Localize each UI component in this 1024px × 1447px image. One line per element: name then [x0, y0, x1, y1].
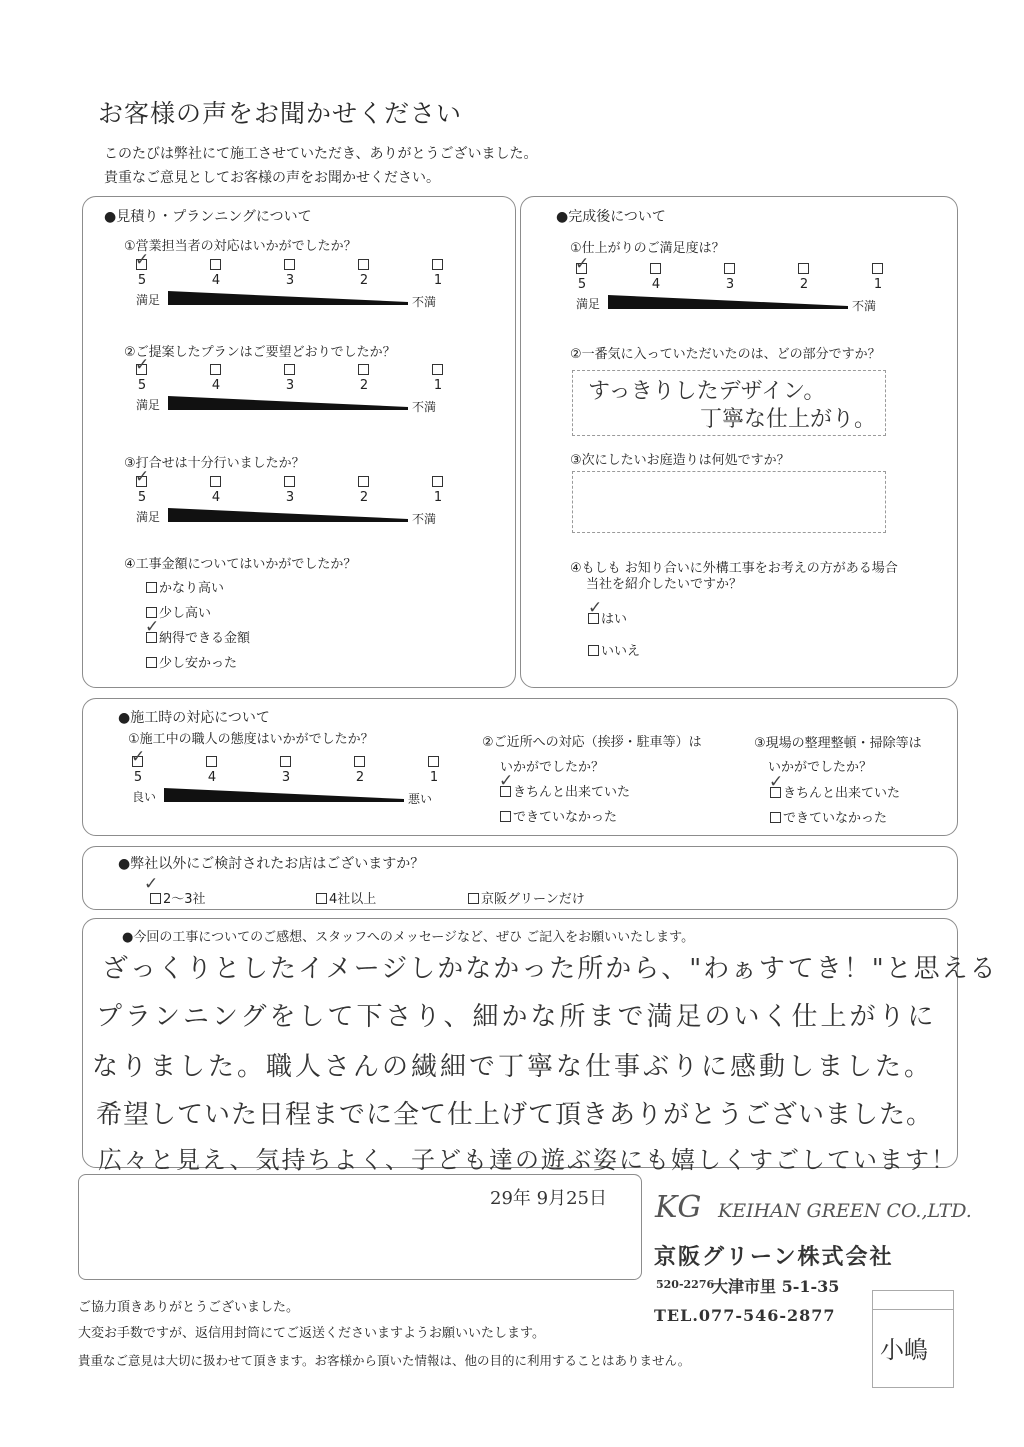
construction-q3-line2: いかがでしたか？ [768, 760, 873, 775]
intro-line-2: 貴重なご意見としてお客様の声をお聞かせください。 [104, 170, 440, 186]
q2-check-mark: ✓ [135, 355, 150, 375]
neighbor-option-bad[interactable]: できていなかった [500, 806, 617, 825]
footer-line-3: 貴重なご意見は大切に扱わせて頂きます。お客様から頂いた情報は、他の目的に利用することはありません。 [78, 1353, 691, 1368]
q3-rating-1-checkbox[interactable] [432, 476, 443, 487]
estimate-q3: ③打合せは十分行いましたか？ [124, 456, 305, 471]
satisfaction-wedge [168, 396, 408, 410]
comment-line-5: 広々と見え、気持ちよく、子ども達の遊ぶ姿にも嬉しくすごしています！ [98, 1146, 957, 1174]
scale-number: 5 [137, 378, 147, 393]
q1-rating-4-checkbox[interactable] [210, 259, 221, 270]
scale-number: 2 [359, 490, 369, 505]
w1-rating-3-checkbox[interactable] [280, 756, 291, 767]
scale-label-satisfied: 満足 [136, 398, 161, 412]
scale-number: 4 [211, 490, 221, 505]
estimate-q2-scale [135, 355, 443, 426]
scale-label-bad: 悪い [407, 792, 432, 806]
shops-option-2-3[interactable]: 2～3社 [150, 888, 206, 907]
construction-q2-line2: いかがでしたか？ [500, 760, 605, 775]
scale-number: 3 [285, 378, 295, 393]
comments-heading: ●今回の工事についてのご感想、スタッフへのメッセージなど、ぜひ ご記入をお願いいたします。 [122, 930, 695, 945]
company-tel: TEL.077-546-2877 [654, 1306, 836, 1325]
completion-heading: ●完成後について [556, 209, 666, 225]
scale-number: 1 [433, 378, 443, 393]
scale-number: 1 [433, 490, 443, 505]
q2-rating-3-checkbox[interactable] [284, 364, 295, 375]
refer-option-yes[interactable]: はい [588, 608, 627, 627]
favorite-part-handwriting-1: すっきりしたデザイン。 [588, 379, 826, 404]
estimate-q1: ①営業担当者の対応はいかがでしたか？ [124, 239, 357, 254]
q3-check-mark: ✓ [135, 467, 150, 487]
shops-option-keihan-only[interactable]: 京阪グリーンだけ [468, 888, 585, 907]
q1-rating-3-checkbox[interactable] [284, 259, 295, 270]
page-title: お客様の声をお聞かせください [98, 99, 463, 128]
scale-number: 2 [799, 277, 809, 292]
scale-number: 1 [873, 277, 883, 292]
intro-line-1: このたびは弊社にて施工させていただき、ありがとうございました。 [104, 146, 538, 162]
q3-rating-4-checkbox[interactable] [210, 476, 221, 487]
estimate-heading: ●見積り・プランニングについて [104, 209, 312, 225]
completion-q4-line1: ④もしも お知り合いに外構工事をお考えの方がある場合 [570, 561, 898, 576]
scale-number: 2 [355, 770, 365, 785]
scale-label-satisfied: 満足 [576, 297, 601, 311]
c1-check-mark: ✓ [575, 254, 590, 274]
w1-rating-2-checkbox[interactable] [354, 756, 365, 767]
scale-label-dissatisfied: 不満 [411, 295, 436, 309]
scale-number: 3 [285, 490, 295, 505]
w1-rating-1-checkbox[interactable] [428, 756, 439, 767]
scale-number: 5 [133, 770, 143, 785]
scale-number: 2 [359, 378, 369, 393]
company-name: 京阪グリーン株式会社 [654, 1244, 894, 1270]
q1-rating-2-checkbox[interactable] [358, 259, 369, 270]
c1-rating-3-checkbox[interactable] [724, 263, 735, 274]
scale-number: 3 [281, 770, 291, 785]
scale-label-good: 良い [132, 790, 157, 804]
shops-option-4-plus[interactable]: 4社以上 [316, 888, 376, 907]
scale-number: 4 [207, 770, 217, 785]
footer-line-1: ご協力頂きありがとうございました。 [78, 1300, 300, 1315]
estimate-q4: ④工事金額についてはいかがでしたか？ [124, 557, 357, 572]
price-option-reasonable[interactable]: 納得できる金額 [146, 627, 250, 646]
q3-rating-3-checkbox[interactable] [284, 476, 295, 487]
scale-label-satisfied: 満足 [136, 510, 161, 524]
construction-q1-scale [131, 747, 439, 818]
scale-label-dissatisfied: 不満 [851, 299, 876, 313]
scale-number: 2 [359, 273, 369, 288]
construction-heading: ●施工時の対応について [118, 710, 270, 726]
company-logo-text: KEIHAN GREEN CO.,LTD. [718, 1200, 972, 1222]
scale-label-dissatisfied: 不満 [411, 512, 436, 526]
next-garden-answer-box[interactable] [572, 471, 886, 533]
c1-rating-1-checkbox[interactable] [872, 263, 883, 274]
satisfaction-wedge [168, 508, 408, 522]
comment-date: 29年 9月25日 [490, 1188, 607, 1209]
completion-q2: ②一番気に入っていただいたのは、どの部分ですか？ [570, 347, 881, 362]
price-option-slightly-high[interactable]: 少し高い [146, 602, 211, 621]
scale-label-dissatisfied: 不満 [411, 400, 436, 414]
company-logo-mark: KG [655, 1190, 702, 1225]
q1-rating-1-checkbox[interactable] [432, 259, 443, 270]
comment-line-2: プランニングをして下さり、細かな所まで満足のいく仕上がりに [96, 1002, 937, 1032]
scale-number: 4 [651, 277, 661, 292]
scale-number: 5 [137, 273, 147, 288]
q2-rating-4-checkbox[interactable] [210, 364, 221, 375]
q2-rating-2-checkbox[interactable] [358, 364, 369, 375]
tidy-option-good[interactable]: きちんと出来ていた [770, 782, 900, 801]
company-postal: 520-2276 [656, 1278, 715, 1291]
attitude-wedge [164, 788, 404, 802]
neighbor-check-mark: ✓ [499, 771, 514, 791]
favorite-part-handwriting-2: 丁寧な仕上がり。 [700, 407, 877, 432]
comment-line-4: 希望していた日程までに全て仕上げて頂きありがとうございました。 [96, 1100, 934, 1130]
construction-q2-line1: ②ご近所への対応（挨拶・駐車等）は [482, 735, 702, 750]
construction-q1: ①施工中の職人の態度はいかがでしたか？ [128, 732, 374, 747]
scale-number: 1 [433, 273, 443, 288]
price-check-mark: ✓ [145, 617, 160, 637]
company-address: 大津市里 5-1-35 [712, 1277, 840, 1296]
completion-q1-scale [575, 254, 883, 325]
estimate-q3-scale [135, 467, 443, 538]
estimate-q2: ②ご提案したプランはご要望どおりでしたか？ [124, 345, 396, 360]
q2-rating-1-checkbox[interactable] [432, 364, 443, 375]
q3-rating-2-checkbox[interactable] [358, 476, 369, 487]
tidy-option-bad[interactable]: できていなかった [770, 807, 887, 826]
shops-check-mark: ✓ [144, 874, 159, 894]
c1-rating-4-checkbox[interactable] [650, 263, 661, 274]
scale-number: 4 [211, 273, 221, 288]
price-option-very-high[interactable]: かなり高い [146, 577, 224, 596]
other-shops-heading: ●弊社以外にご検討されたお店はございますか？ [118, 856, 425, 872]
q1-check-mark: ✓ [135, 250, 150, 270]
footer-line-2: 大変お手数ですが、返信用封筒にてご返送くださいますようお願いいたします。 [78, 1326, 545, 1341]
estimate-q1-scale [135, 250, 443, 321]
tidy-check-mark: ✓ [769, 772, 784, 792]
w1-rating-4-checkbox[interactable] [206, 756, 217, 767]
scale-label-satisfied: 満足 [136, 293, 161, 307]
refer-check-mark: ✓ [588, 598, 603, 618]
staff-stamp-signature: 小嶋 [880, 1336, 928, 1364]
completion-q4-line2: 当社を紹介したいですか？ [586, 577, 743, 592]
price-option-slightly-low[interactable]: 少し安かった [146, 652, 237, 671]
completion-q1: ①仕上がりのご満足度は？ [570, 241, 725, 256]
scale-number: 3 [725, 277, 735, 292]
comment-line-1: ざっくりとしたイメージしかなかった所から、"わぁすてき！"と思える [102, 954, 998, 984]
neighbor-option-good[interactable]: きちんと出来ていた [500, 781, 630, 800]
comment-line-3: なりました。職人さんの繊細で丁寧な仕事ぶりに感動しました。 [92, 1052, 934, 1082]
satisfaction-wedge [168, 291, 408, 305]
c1-rating-2-checkbox[interactable] [798, 263, 809, 274]
scale-number: 4 [211, 378, 221, 393]
refer-option-no[interactable]: いいえ [588, 640, 640, 659]
w1-check-mark: ✓ [131, 747, 146, 767]
satisfaction-wedge [608, 295, 848, 309]
scale-number: 5 [577, 277, 587, 292]
scale-number: 5 [137, 490, 147, 505]
scale-number: 3 [285, 273, 295, 288]
construction-q3-line1: ③現場の整理整頓・掃除等は [754, 736, 922, 751]
scale-number: 1 [429, 770, 439, 785]
completion-q3: ③次にしたいお庭造りは何処ですか？ [570, 453, 790, 468]
